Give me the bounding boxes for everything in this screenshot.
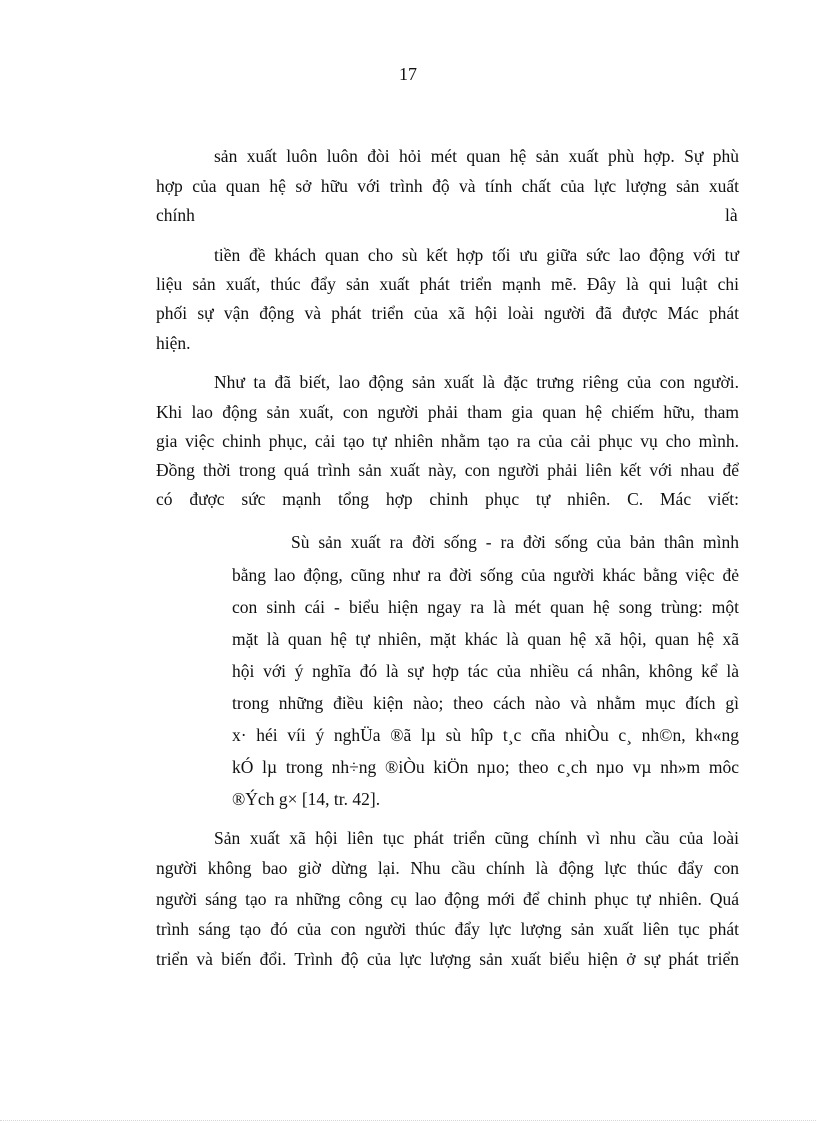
paragraph-3-line-4: Đồng thời trong quá trình sản xuất này, con người phải liên kết với nhau để <box>156 460 739 480</box>
paragraph-4-line-1: Sản xuất xã hội liên tục phát triển cũng chính vì nhu cầu của loài <box>214 828 739 848</box>
paragraph-2-line-2: liệu sản xuất, thúc đẩy sản xuất phát triển mạnh mẽ. Đây là qui luật chi <box>156 274 739 294</box>
paragraph-3-line-5: có được sức mạnh tổng hợp chinh phục tự nhiên. C. Mác viết: <box>156 489 739 509</box>
paragraph-1-line-2: hợp của quan hệ sở hữu với trình độ và tính chất của lực lượng sản xuất <box>156 176 739 196</box>
quote-line-4: mặt là quan hệ tự nhiên, mặt khác là quan hệ xã hội, quan hệ xã <box>232 629 739 649</box>
quote-line-6: trong những điều kiện nào; theo cách nào và nhằm mục đích gì <box>232 693 739 713</box>
quote-line-3: con sinh cái - biểu hiện ngay ra là mét quan hệ song trùng: một <box>232 597 739 617</box>
page-bottom-rule <box>0 1120 816 1121</box>
paragraph-4-line-5: triển và biến đổi. Trình độ của lực lượng sản xuất biểu hiện ở sự phát triển <box>156 949 739 969</box>
quote-line-9: ®Ých g× [14, tr. 42]. <box>232 789 381 809</box>
quote-line-2: bằng lao động, cũng như ra đời sống của người khác bằng việc đẻ <box>232 565 739 585</box>
paragraph-4-line-3: người sáng tạo ra những công cụ lao động mới để chinh phục tự nhiên. Quá <box>156 889 739 909</box>
paragraph-4-line-4: trình sáng tạo đó của con người thúc đẩy lực lượng sản xuất liên tục phát <box>156 919 739 939</box>
paragraph-1-line-3-right: là <box>725 205 738 225</box>
paragraph-4-line-2: người không bao giờ dừng lại. Nhu cầu chính là động lực thúc đẩy con <box>156 858 739 878</box>
paragraph-2-line-3: phối sự vận động và phát triển của xã hội loài người đã được Mác phát <box>156 303 739 323</box>
quote-line-1: Sù sản xuất ra đời sống - ra đời sống của bản thân mình <box>291 532 739 552</box>
paragraph-3-line-3: gia việc chinh phục, cải tạo tự nhiên nhằm tạo ra của cải phục vụ cho mình. <box>156 431 739 451</box>
paragraph-1-line-3-left: chính <box>156 205 195 225</box>
paragraph-2-line-4: hiện. <box>156 333 191 353</box>
paragraph-3-line-2: Khi lao động sản xuất, con người phải tham gia quan hệ chiếm hữu, tham <box>156 402 739 422</box>
paragraph-3-line-1: Như ta đã biết, lao động sản xuất là đặc trưng riêng của con người. <box>214 372 739 392</box>
page-number: 17 <box>399 64 417 84</box>
quote-line-7: x· héi víi ý nghÜa ®ã lµ sù hîp t¸c cña nhiÒu c¸ nh©n, kh«ng <box>232 725 739 745</box>
quote-line-8: kÓ lµ trong nh÷ng ®iÒu kiÖn nµo; theo c¸ch nµo vµ nh»m môc <box>232 757 739 777</box>
paragraph-1-line-1: sản xuất luôn luôn đòi hỏi mét quan hệ sản xuất phù hợp. Sự phù <box>214 146 739 166</box>
quote-line-5: hội với ý nghĩa đó là sự hợp tác của nhiều cá nhân, không kể là <box>232 661 739 681</box>
paragraph-2-line-1: tiền đề khách quan cho sù kết hợp tối ưu giữa sức lao động với tư <box>214 245 739 265</box>
